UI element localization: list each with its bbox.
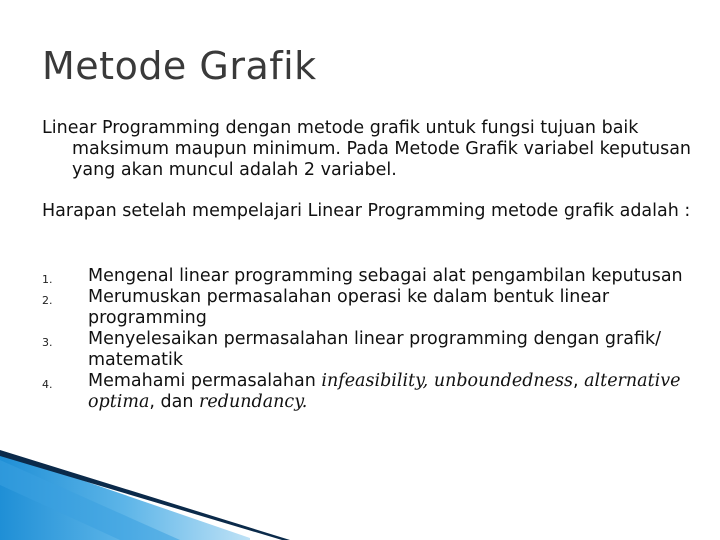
list-number: 2.	[42, 294, 53, 307]
list-item	[42, 287, 692, 329]
list-item-text-prefix: Memahami permasalahan	[88, 371, 322, 391]
decorative-wave	[0, 440, 720, 540]
list-item-text: Merumuskan permasalahan operasi ke dalam bentuk linear programming	[88, 287, 610, 328]
separator: , dan	[149, 392, 200, 412]
list-item	[42, 266, 692, 287]
list-number: 3.	[42, 336, 53, 349]
list-item-text: Menyelesaikan permasalahan linear programming dengan grafik/ matematik	[88, 329, 662, 370]
list-item	[42, 371, 692, 413]
list-item-text: Mengenal linear programming sebagai alat pengambilan keputusan	[88, 266, 683, 286]
slide-title: Metode Grafik	[42, 44, 317, 88]
separator: ,	[572, 371, 585, 391]
objectives-paragraph: Harapan setelah mempelajari Linear Programming metode grafik adalah :	[42, 201, 691, 221]
term-infeasibility: infeasibility,	[321, 371, 429, 391]
list-number: 1.	[42, 273, 53, 286]
term-alternative-optima: alternative optima	[88, 371, 681, 412]
list-number: 4.	[42, 378, 53, 391]
intro-paragraph: Linear Programming dengan metode grafik untuk fungsi tujuan baik maksimum maupun minimum. Pada Metode Grafik variabel keputusan yang akan muncul adalah 2 variabel.	[42, 118, 692, 180]
objectives-list	[42, 266, 692, 413]
term-redundancy: redundancy.	[199, 392, 308, 412]
term-unboundedness: unboundedness	[433, 371, 573, 391]
list-item	[42, 329, 692, 371]
